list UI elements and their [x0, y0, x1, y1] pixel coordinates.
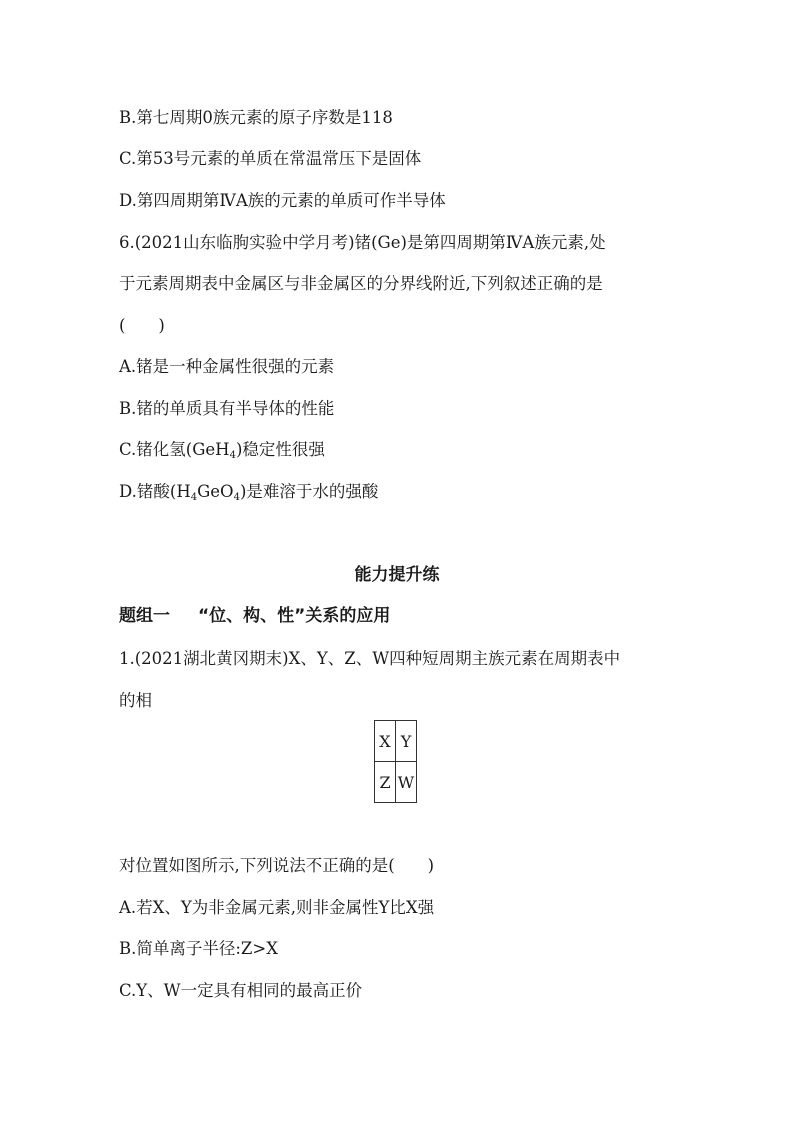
question-1-stem-line-1: 1.(2021湖北黄冈期末)X、Y、Z、W四种短周期主族元素在周期表中	[119, 649, 621, 668]
option-6c-text-end: )稳定性很强	[235, 440, 325, 459]
grid-cell-w: W	[396, 762, 417, 803]
group-label: 题组一	[119, 606, 170, 626]
grid-cell-z: Z	[375, 762, 396, 803]
option-6d	[119, 481, 378, 509]
question-6-answer-blank: ( )	[119, 316, 165, 335]
option-1a: A.若X、Y为非金属元素,则非金属性Y比X强	[119, 898, 435, 917]
option-6d-text-start: D.锗酸(H	[119, 482, 191, 501]
grid-cell-y: Y	[396, 721, 417, 762]
grid-cell-x: X	[375, 721, 396, 762]
question-1-stem-line-2: 的相	[119, 691, 152, 710]
section-title: 能力提升练	[354, 565, 440, 585]
option-6a: A.锗是一种金属性很强的元素	[119, 357, 335, 376]
subscript: 4	[190, 492, 198, 503]
option-5c: C.第53号元素的单质在常温常压下是固体	[119, 149, 422, 168]
option-6d-text-end: )是难溶于水的强酸	[239, 482, 379, 501]
subscript: 4	[229, 450, 236, 461]
option-6d-text-mid: GeO	[197, 482, 234, 501]
subscript: 4	[233, 492, 240, 503]
question-6-stem-line-2: 于元素周期表中金属区与非金属区的分界线附近,下列叙述正确的是	[119, 274, 603, 293]
option-1c: C.Y、W一定具有相同的最高正价	[119, 981, 363, 1000]
question-1-stem-line-3: 对位置如图所示,下列说法不正确的是( )	[119, 856, 435, 875]
option-5b: B.第七周期0族元素的原子序数是118	[119, 108, 393, 127]
group-title	[119, 605, 390, 627]
option-6c-text-start: C.锗化氢(GeH	[119, 440, 230, 459]
option-6b: B.锗的单质具有半导体的性能	[119, 399, 335, 418]
option-6c	[119, 439, 325, 467]
question-6-stem-line-1: 6.(2021山东临朐实验中学月考)锗(Ge)是第四周期第ⅣA族元素,处	[119, 233, 606, 252]
periodic-position-grid	[374, 720, 417, 803]
option-5d: D.第四周期第ⅣA族的元素的单质可作半导体	[119, 191, 446, 210]
option-1b: B.简单离子半径:Z>X	[119, 939, 278, 958]
group-topic: “位、构、性”关系的应用	[198, 606, 391, 626]
